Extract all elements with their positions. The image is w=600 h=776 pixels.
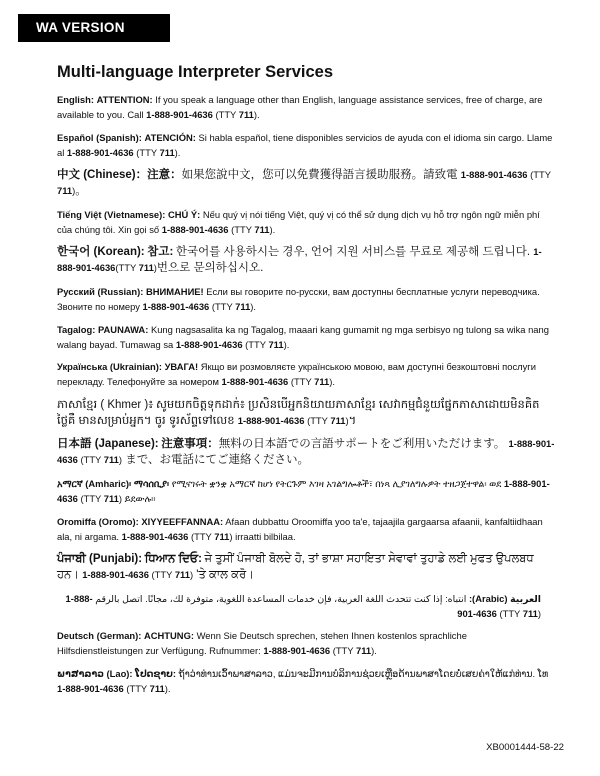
tty-label: TTY [293,376,312,388]
notice-end: . [332,376,335,388]
attention-label: ATTENTION: [96,94,153,105]
notice-text: የሚናገሩት ቋንቋ አማርኛ ከሆነ የትርጉም እገዛ አገልግሎቶች፣ በነጻ ሊያገለግሉዎት ተዘጋጀተዋል፡ ወደ [171,477,504,489]
language-entry-tagalog: Tagalog: PAUNAWA: Kung nagsasalita ka ng Tagalog, maaari kang gumamit ng mga serbisyo ng tulong sa wika nang walang bayad. Tumawag sa 1-888-901-4636 (TTY 711). [57,323,549,350]
notice-end: . [177,146,181,158]
tty-label: TTY [118,262,137,274]
language-name: Deutsch (German): [57,630,142,642]
language-entry-german: Deutsch (German): ACHTUNG: Wenn Sie Deutsch sprechen, stehen Ihnen kostenlos sprachliche Hilfsdienstleistungen zur Verfügung. Rufnummer: 1-888-901-4636 (TTY 711). [57,630,467,657]
phone-number: 1-888-901-4636 [66,146,134,158]
tty-number: 711 [522,607,538,619]
notice-end: 。 [75,185,87,198]
notice-end: まで、お電話にてご連絡ください。 [122,454,309,467]
language-list [57,92,555,704]
document-code: XB0001444-58-22 [486,742,564,753]
language-name: Tiếng Việt (Vietnamese): [57,208,166,220]
tty-number: 711 [314,376,330,388]
attention-label: УВАГА! [164,361,199,373]
language-entry-spanish: Español (Spanish): ATENCIÓN: Si habla español, tiene disponibles servicios de ayuda con el idioma sin cargo. Llame al 1-888-901-4636 (TTY 711). [57,131,553,158]
tty-label: TTY [129,682,148,694]
attention-label: 참고: [147,246,174,259]
phone-number: 1-888-901-4636 [142,300,210,312]
notice-end: . [374,645,377,657]
language-name: 한국어 (Korean): [57,246,145,259]
version-banner: WA VERSION [18,14,170,42]
tty-label: TTY [218,109,237,120]
tty-label: TTY [215,300,233,312]
tty-label: TTY [533,169,551,181]
page-title: Multi-language Interpreter Services [57,63,333,81]
phone-number: 1-888-901-4636 [57,246,542,274]
phone-number: 1-888-901-4636 [237,414,305,426]
tty-number: 711 [254,223,270,235]
tty-label: TTY [194,530,212,542]
notice-text: 無料の日本語での言語サポートをご利用いただけます。 [218,438,509,451]
language-entry-arabic: العربية (Arabic): انتباه: إذا كنت تتحدث اللغة العربية، فإن خدمات المساعدة اللغوية، متوفرة لك، مجانًا. اتصل بالرقم 1-888-901-4636 (TTY 711) [65,592,541,619]
tty-number: 711 [330,414,346,426]
notice-end: 'ਤੇ ਕਾਲ ਕਰੋ। [193,569,254,582]
notice-text: ਜੇ ਤੁਸੀਂ ਪੰਜਾਬੀ ਬੋਲਦੇ ਹੋ, ਤਾਂ ਭਾਸ਼ਾ ਸਹਾਇਤਾ ਸੇਵਾਵਾਂ ਤੁਹਾਡੇ ਲਈ ਮੁਫਤ ਉਪਲਬਧ ਹਨ। [57,553,534,582]
tty-label: TTY [502,607,521,619]
attention-label: ਧਿਆਨ ਦਿਓ: [144,553,202,566]
language-name: አማርኛ (Amharic)፡ [57,477,132,489]
notice-end: . [257,109,260,120]
language-entry-oromo: Oromiffa (Oromo): XIYYEEFFANNAA: Afaan dubbattu Oroomiffa yoo ta'e, tajaajila gargaarsa afaanii, kanfaltiidhaan ala, ni argama. 1-888-901-4636 (TTY 711) irraatti bilbilaa. [57,515,543,542]
language-name: Oromiffa (Oromo): [57,515,139,527]
language-name: ਪੰਜਾਬੀ (Punjabi): [57,553,143,566]
attention-label: 注意： [147,169,182,182]
language-name: ភាសាខ្មែរ ( Khmer )៖ [57,398,154,411]
notice-end: . [253,300,257,312]
language-name: Español (Spanish): [57,131,142,143]
tty-number: 711 [355,645,372,657]
phone-number: 1-888-901-4636 [161,223,229,235]
phone-number: 1-888-901-4636 [146,109,213,120]
attention-label: PAUNAWA: [97,323,149,335]
phone-number: 1-888-901-4636 [221,376,289,388]
tty-label: TTY [248,338,266,350]
phone-number: 1-888-901-4636 [175,338,243,350]
notice-text: 如果您說中文，您可以免費獲得語言援助服務。請致電 [181,169,461,182]
notice-text: Якщо ви розмовляєте українською мовою, вам доступні безкоштовні послуги перекладу. Телефонуйте за номером [57,361,536,388]
language-entry-ukrainian: Українська (Ukrainian): УВАГА! Якщо ви розмовляєте українською мовою, вам доступні безкоштовні послуги перекладу. Телефонуйте за номером 1-888-901-4636 (TTY 711). [57,361,536,388]
attention-label: ໂປດຊາບ: [135,667,177,679]
tty-label: TTY [310,414,328,426]
tty-number: 711 [268,338,284,350]
phone-number: 1-888-901-4636 [57,477,550,504]
language-entry-punjabi: ਪੰਜਾਬੀ (Punjabi): ਧਿਆਨ ਦਿਓ: ਜੇ ਤੁਸੀਂ ਪੰਜਾਬੀ ਬੋਲਦੇ ਹੋ, ਤਾਂ ਭਾਸ਼ਾ ਸਹਾਇਤਾ ਸੇਵਾਵਾਂ ਤੁਹਾਡੇ ਲਈ ਮੁਫਤ ਉਪਲਬਧ ਹਨ। 1-888-901-4636 (TTY 711) 'ਤੇ ਕਾਲ ਕਰੋ। [57,553,534,582]
attention-label: XIYYEEFFANNAA: [141,515,224,527]
language-entry-japanese: 日本語 (Japanese): 注意事項：無料の日本語での言語サポートをご利用いただけます。 1-888-901-4636 (TTY 711) まで、お電話にてご連絡ください。 [57,438,555,467]
tty-label: TTY [335,645,354,657]
notice-end: ។ [348,414,357,427]
language-name: ພາສາລາວ (Lao): [57,667,133,679]
tty-label: TTY [139,146,157,158]
phone-number: 1-888-901-4636 [460,169,528,181]
tty-number: 711 [103,492,119,504]
tty-number: 711 [103,454,119,466]
notice-text: انتباه: إذا كنت تتحدث اللغة العربية، فإن خدمات المساعدة اللغوية، متوفرة لك، مجانًا. اتصل بالرقم [92,592,467,604]
notice-text: If you speak a language other than English, language assistance services, free of charge, are available to you. Call [57,94,543,120]
language-entry-korean: 한국어 (Korean): 참고: 한국어를 사용하시는 경우, 언어 지원 서비스를 무료로 제공해 드립니다. 1-888-901-4636(TTY 711)번으로 문의하십시오. [57,246,542,275]
notice-end: ይደውሉ። [122,492,156,504]
notice-text: 한국어를 사용하시는 경우, 언어 지원 서비스를 무료로 제공해 드립니다. [175,246,534,259]
notice-text: Nếu quý vị nói tiếng Việt, quý vị có thể sử dụng dịch vụ hỗ trợ ngôn ngữ miễn phí của chúng tôi. Xin gọi số [57,208,540,235]
notice-text: Afaan dubbattu Oroomiffa yoo ta'e, tajaajila gargaarsa afaanii, kanfaltiidhaan ala, ni argama. [57,515,543,542]
notice-end: . [272,223,276,235]
notice-text: សូមយកចិត្តទុកដាក់៖ ប្រសិនបើអ្នកនិយាយភាសាខ្មែរ សេវាកម្មជំនួយផ្នែកភាសាដោយមិនគិតថ្លៃគឺ មានសម្រាប់អ្នក។ ចូរ ទូរស័ព្ទទៅលេខ [57,398,540,427]
attention-label: ማሳሰቢያ፡ [133,477,170,489]
notice-end: 번으로 문의하십시오. [156,262,264,275]
notice-text: Kung nagsasalita ka ng Tagalog, maaari kang gumamit ng mga serbisyo ng tulong sa wika nang walang bayad. Tumawag sa [57,323,549,350]
language-name: Tagalog: [57,323,96,335]
tty-number: 711 [149,682,165,694]
tty-label: TTY [154,569,173,581]
notice-end: . [286,338,290,350]
phone-number: 1-888-901-4636 [65,592,497,619]
notice-text: Если вы говорите по-русски, вам доступны бесплатные услуги переводчика. Звоните по номеру [57,285,540,312]
notice-end: . [167,682,171,694]
language-entry-khmer: ភាសាខ្មែរ ( Khmer )៖ សូមយកចិត្តទុកដាក់៖ ប្រសិនបើអ្នកនិយាយភាសាខ្មែរ សេវាកម្មជំនួយផ្នែកភាសាដោយមិនគិតថ្លៃគឺ មានសម្រាប់អ្នក។ ចូរ ទូរស័ព្ទទៅលេខ 1-888-901-4636 (TTY 711)។ [57,398,540,427]
attention-label: CHÚ Ý: [167,208,201,220]
tty-label: TTY [83,454,102,466]
language-entry-chinese: 中文 (Chinese)：注意：如果您說中文，您可以免費獲得語言援助服務。請致電 1-888-901-4636 (TTY 711)。 [57,169,551,198]
language-name: 中文 (Chinese)： [57,169,148,182]
phone-number: 1-888-901-4636 [121,530,189,542]
language-name: 日本語 (Japanese): [57,438,159,451]
language-name: English: [57,94,94,105]
tty-number: 711 [138,262,154,274]
tty-number: 711 [174,569,190,581]
notice-end: irraatti bilbilaa. [232,530,296,542]
language-entry-vietnamese: Tiếng Việt (Vietnamese): CHÚ Ý: Nếu quý vị nói tiếng Việt, quý vị có thể sử dụng dịch vụ hỗ trợ ngôn ngữ miễn phí của chúng tôi. Xin gọi số 1-888-901-4636 (TTY 711). [57,208,540,235]
phone-number: 1-888-901-4636 [263,645,331,657]
language-name: Українська (Ukrainian): [57,361,162,373]
tty-number: 711 [214,530,230,542]
phone-number: 1-888-901-4636 [57,438,555,466]
tty-number: 711 [57,185,73,197]
language-entry-amharic: አማርኛ (Amharic)፡ ማሳሰቢያ፡ የሚናገሩት ቋንቋ አማርኛ ከሆነ የትርጉም እገዛ አገልግሎቶች፣ በነጻ ሊያገለግሉዎት ተዘጋጀተዋል፡ ወደ 1-888-901-4636 (TTY 711) ይደውሉ። [57,477,550,504]
tty-label: TTY [83,492,102,504]
attention-label: ВНИМАНИЕ! [145,285,204,297]
phone-number: 1-888-901-4636 [82,569,149,581]
language-entry-russian: Русский (Russian): ВНИМАНИЕ! Если вы говорите по-русски, вам доступны бесплатные услуги переводчика. Звоните по номеру 1-888-901-4636 (TTY 711). [57,285,540,312]
notice-text: ຖ້າວ່າທ່ານເວົ້າພາສາລາວ, ແມ່ນຈະມີການບໍລິການຊ່ວຍເຫຼືອດ້ານພາສາໂດຍບໍ່ເສຍຄ່າໃຫ້ແກ່ທ່ານ. ໂທ [178,667,549,679]
tty-number: 711 [238,109,254,120]
tty-number: 711 [235,300,251,312]
language-entry-english: English: ATTENTION: If you speak a language other than English, language assistance services, free of charge, are available to you. Call 1-888-901-4636 (TTY 711). [57,94,543,120]
language-name: Русский (Russian): [57,285,144,297]
attention-label: ATENCIÓN: [144,131,196,143]
attention-label: 注意事項： [161,438,219,451]
tty-label: TTY [234,223,252,235]
language-name: العربية (Arabic): [468,592,541,604]
notice-text: Si habla español, tiene disponibles servicios de ayuda con el idioma sin cargo. Llame al [57,131,553,158]
notice-text: Wenn Sie Deutsch sprechen, stehen Ihnen kostenlos sprachliche Hilfsdienstleistungen zur Verfügung. Rufnummer: [57,630,467,657]
tty-number: 711 [159,146,175,158]
phone-number: 1-888-901-4636 [57,682,124,694]
attention-label: ACHTUNG: [144,630,194,642]
language-entry-lao: ພາສາລາວ (Lao): ໂປດຊາບ: ຖ້າວ່າທ່ານເວົ້າພາສາລາວ, ແມ່ນຈະມີການບໍລິການຊ່ວຍເຫຼືອດ້ານພາສາໂດຍບໍ່ເສຍຄ່າໃຫ້ແກ່ທ່ານ. ໂທ 1-888-901-4636 (TTY 711). [57,667,549,694]
